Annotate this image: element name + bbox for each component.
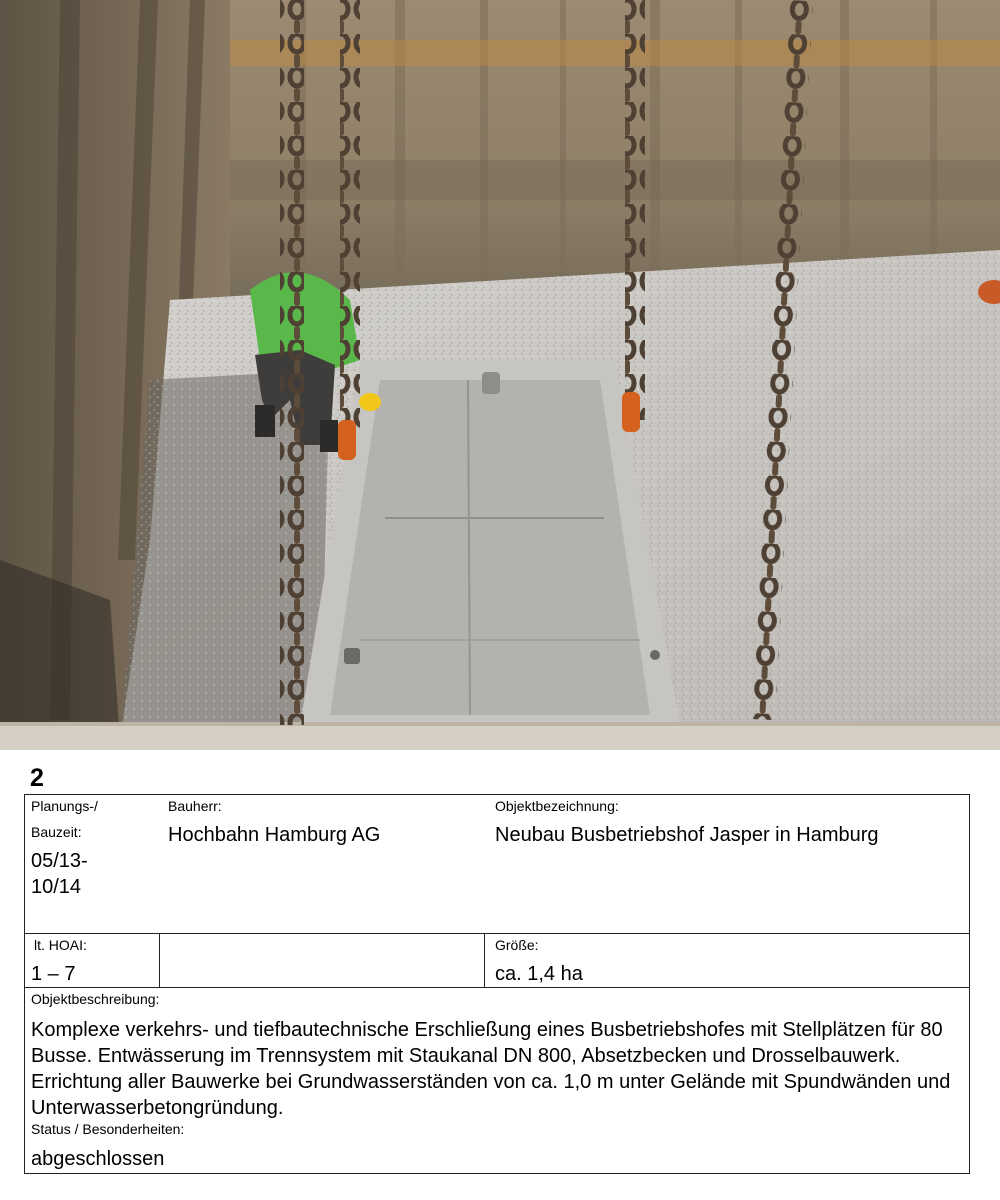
object-value: Neubau Busbetriebshof Jasper in Hamburg: [495, 824, 879, 846]
size-label: Größe:: [495, 937, 539, 953]
chain-2: [340, 0, 360, 440]
hoai-value: 1 – 7: [31, 963, 76, 985]
chain-3: [625, 0, 645, 420]
planning-label: Planungs-/: [31, 798, 98, 814]
client-value: Hochbahn Hamburg AG: [168, 824, 381, 846]
planning-value-cont: 10/14: [31, 876, 82, 898]
figure-number: 2: [30, 764, 44, 792]
description-text: Komplexe verkehrs- und tiefbautechnische Erschließung eines Busbetriebshofes mit Stellplätzen für 80 Busse. Entwässerung im Trennsystem mit Staukanal DN 800, Absetzbecken und Drosselbauwerk. Errichtung aller Bauwerke bei Grundwasserständen von ca. 1,0 m unter Gelände mit Spundwänden und Unterwasserbetongründung.: [31, 1019, 951, 1119]
column-divider: [159, 933, 160, 987]
column-divider: [484, 933, 485, 987]
status-value: abgeschlossen: [31, 1148, 165, 1170]
size-value: ca. 1,4 ha: [495, 963, 583, 985]
chain-1: [280, 0, 304, 725]
project-data-sheet: [24, 794, 970, 1174]
planning-value: 05/13-: [31, 850, 88, 872]
planning-label-cont: Bauzeit:: [31, 824, 82, 840]
row-divider: [25, 987, 969, 988]
description-label: Objektbeschreibung:: [31, 991, 160, 1007]
hoai-label: lt. HOAI:: [34, 937, 87, 953]
row-divider: [25, 933, 969, 934]
object-label: Objektbezeichnung:: [495, 798, 619, 814]
status-label: Status / Besonderheiten:: [31, 1121, 185, 1137]
client-label: Bauherr:: [168, 798, 222, 814]
